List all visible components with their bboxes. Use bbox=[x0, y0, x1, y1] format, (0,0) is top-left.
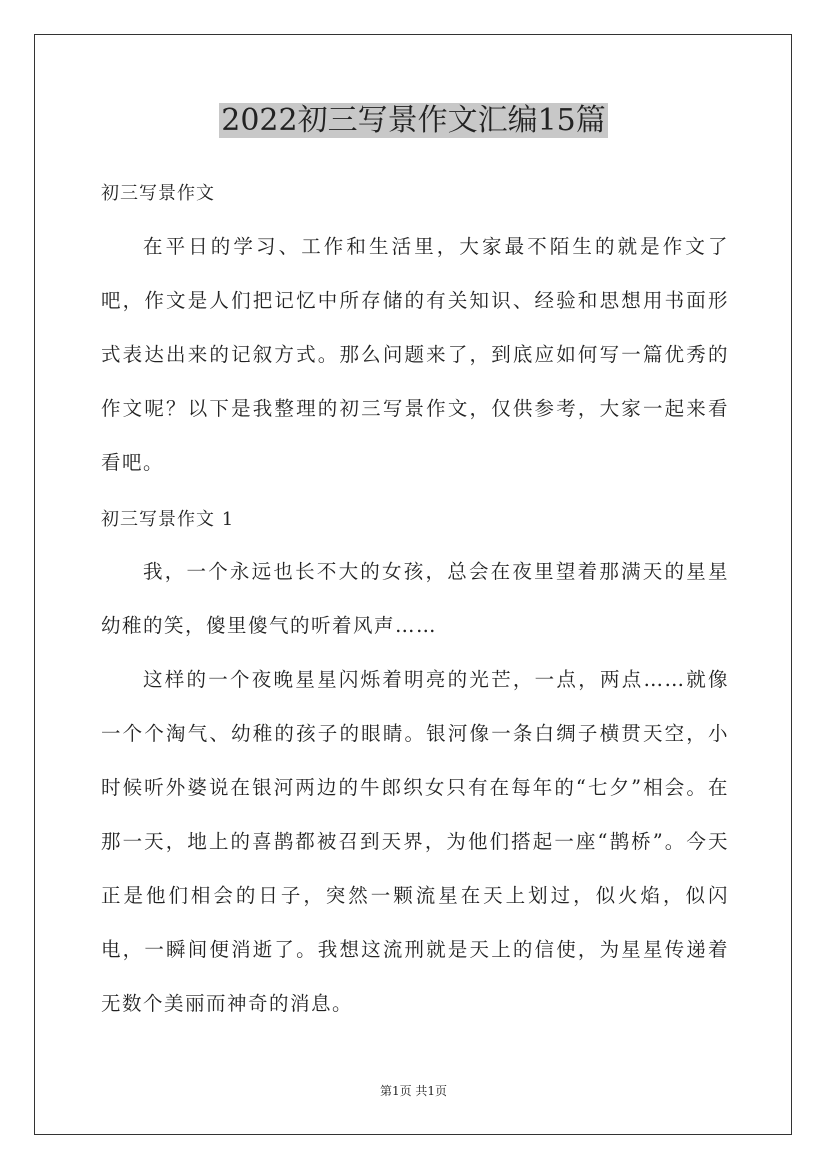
intro-paragraph: 在平日的学习、工作和生活里，大家最不陌生的就是作文了吧，作文是人们把记忆中所存储的有关知识、经验和思想用书面形式表达出来的记叙方式。那么问题来了，到底应如何写一篇优秀的作文呢？以下是我整理的初三写景作文，仅供参考，大家一起来看看吧。 bbox=[101, 235, 729, 474]
section-heading: 初三写景作文 bbox=[101, 183, 215, 204]
document-title bbox=[0, 100, 827, 142]
essay-1-paragraph-1: 我，一个永远也长不大的女孩，总会在夜里望着那满天的星星幼稚的笑，傻里傻气的听着风声…… bbox=[101, 560, 729, 637]
essay-1-paragraph-2: 这样的一个夜晚星星闪烁着明亮的光芒，一点，两点……就像一个个淘气、幼稚的孩子的眼睛。银河像一条白绸子横贯天空，小时候听外婆说在银河两边的牛郎织女只有在每年的“七夕”相会。在那一天，地上的喜鹊都被召到天界，为他们搭起一座“鹊桥”。今天正是他们相会的日子，突然一颗流星在天上划过，似火焰，似闪电，一瞬间便消逝了。我想这流刑就是天上的信使，为星星传递着无数个美丽而神奇的消息。 bbox=[101, 668, 729, 1015]
essay-1-heading: 初三写景作文 1 bbox=[101, 509, 235, 530]
page-footer: 第1页 共1页 bbox=[379, 1084, 448, 1098]
document-title-text: 2022初三写景作文汇编15篇 bbox=[221, 103, 606, 138]
